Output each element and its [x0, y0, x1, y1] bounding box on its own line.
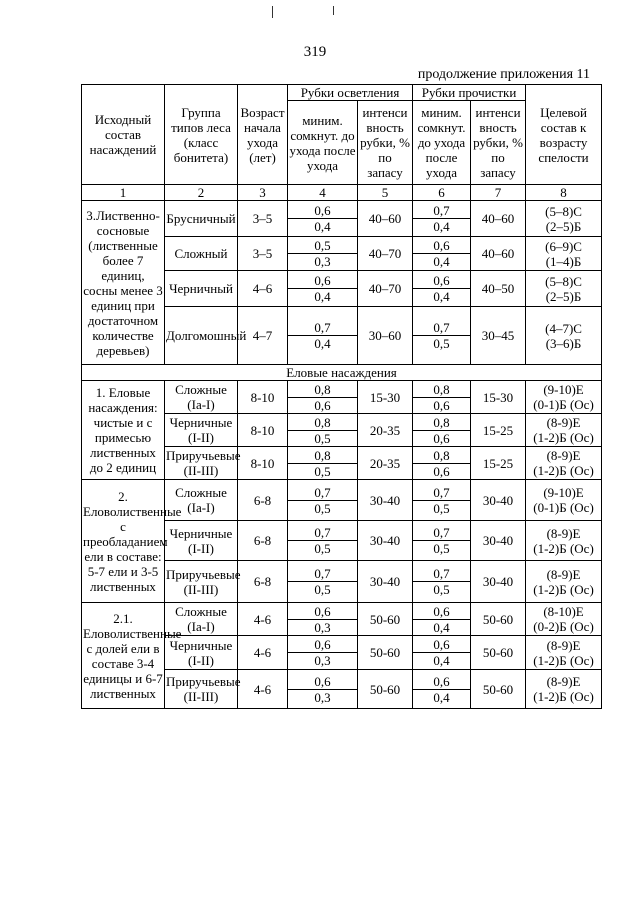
target-primary: (9-10)Е [543, 382, 584, 397]
density-before: 0,7 [413, 203, 470, 219]
target-composition [526, 636, 602, 670]
start-age: 8-10 [238, 381, 288, 414]
density-after: 0,6 [433, 430, 450, 446]
start-age: 4–7 [238, 307, 288, 365]
target-primary: (9-10)Е [543, 485, 584, 500]
target-composition [526, 307, 602, 365]
density-pair [413, 201, 471, 237]
target-composition [526, 271, 602, 307]
intensity-thinning: 40–50 [471, 271, 526, 307]
header-intensity-clearing: интенси вность рубки, % по запасу [358, 101, 413, 185]
forest-type: Черничные (I-II) [165, 521, 238, 561]
density-pair [288, 307, 358, 365]
intensity-thinning: 40–60 [471, 201, 526, 237]
column-number: 8 [526, 185, 602, 201]
density-after: 0,4 [314, 336, 331, 351]
start-age: 4-6 [238, 670, 288, 709]
target-secondary: (1-2)Б (Ос) [533, 430, 594, 445]
density-before: 0,7 [288, 566, 357, 582]
header-thinning: Рубки прочистки [413, 85, 526, 101]
header-forest-type: Группа типов леса (класс бонитета) [165, 85, 238, 185]
density-pair [413, 414, 471, 447]
forest-type: Черничные (I-II) [165, 414, 238, 447]
continuation-label: продолжение приложения 11 [417, 67, 590, 82]
target-secondary: (1-2)Б (Ос) [533, 463, 594, 478]
intensity-clearing: 40–70 [358, 237, 413, 271]
density-after: 0,4 [433, 653, 450, 668]
header-target: Целевой состав к возрасту спелости [526, 85, 602, 185]
intensity-thinning: 15-25 [471, 447, 526, 480]
target-secondary: (0-2)Б (Ос) [533, 619, 594, 634]
target-secondary: (1-2)Б (Ос) [533, 540, 594, 556]
density-pair [288, 201, 358, 237]
density-after: 0,4 [433, 619, 450, 635]
source-composition: 1. Еловые насаждения: чистые и с примесью лиственных до 2 единиц [82, 381, 165, 480]
source-composition: 2.1. Еловолиственные с долей ели в составе 3-4 единицы и 6-7 лиственных [82, 603, 165, 709]
header-intensity-thinning: интенси вность рубки, % по запасу [471, 101, 526, 185]
density-before: 0,6 [413, 273, 470, 289]
density-before: 0,6 [413, 604, 470, 620]
header-density-thinning: миним. сомкнут. до ухода после ухода [413, 101, 471, 185]
target-secondary: (1–4)Б [545, 253, 582, 269]
density-pair [413, 636, 471, 670]
density-after: 0,5 [433, 500, 450, 516]
column-number: 4 [288, 185, 358, 201]
forest-type: Сложные (Ia-I) [165, 480, 238, 521]
density-after: 0,4 [433, 689, 450, 705]
column-number: 6 [413, 185, 471, 201]
density-before: 0,7 [413, 566, 470, 582]
target-composition [526, 447, 602, 480]
target-primary: (5–8)С [545, 273, 582, 289]
target-primary: (8-9)Е [546, 525, 581, 541]
density-after: 0,6 [314, 397, 331, 413]
density-before: 0,6 [288, 674, 357, 690]
intensity-thinning: 15-30 [471, 381, 526, 414]
column-number: 7 [471, 185, 526, 201]
density-before: 0,6 [413, 674, 470, 690]
density-before: 0,7 [288, 320, 357, 336]
header-clearing: Рубки осветления [288, 85, 413, 101]
intensity-clearing: 20-35 [358, 414, 413, 447]
density-before: 0,6 [288, 637, 357, 653]
density-pair [288, 414, 358, 447]
source-composition: 2. Еловолиственные с преобладанием ели в составе: 5-7 ели и 3-5 лиственных [82, 480, 165, 603]
density-after: 0,4 [314, 289, 331, 304]
target-composition [526, 670, 602, 709]
target-secondary: (3–6)Б [545, 335, 582, 351]
forest-type: Сложные (Ia-I) [165, 381, 238, 414]
density-before: 0,8 [288, 415, 357, 431]
density-pair [288, 670, 358, 709]
target-secondary: (1-2)Б (Ос) [533, 581, 594, 597]
intensity-clearing: 15-30 [358, 381, 413, 414]
forest-type: Приручьевые (II-III) [166, 448, 241, 478]
density-before: 0,8 [413, 382, 470, 398]
density-pair [288, 521, 358, 561]
start-age: 6-8 [238, 480, 288, 521]
density-before: 0,6 [288, 604, 357, 620]
intensity-thinning: 50-60 [471, 670, 526, 709]
intensity-thinning: 30–45 [471, 307, 526, 365]
density-pair [288, 480, 358, 521]
intensity-clearing: 30-40 [358, 480, 413, 521]
density-after: 0,3 [314, 254, 331, 269]
density-after: 0,3 [314, 653, 331, 668]
intensity-clearing: 30-40 [358, 521, 413, 561]
target-secondary: (1-2)Б (Ос) [533, 652, 594, 668]
target-primary: (8-9)Е [546, 674, 581, 689]
density-before: 0,8 [413, 448, 470, 464]
table-row [82, 603, 602, 636]
intensity-clearing: 30-40 [358, 561, 413, 603]
start-age: 3–5 [238, 201, 288, 237]
intensity-clearing: 30–60 [358, 307, 413, 365]
density-after: 0,6 [433, 397, 450, 413]
density-before: 0,7 [413, 525, 470, 541]
intensity-thinning: 50-60 [471, 603, 526, 636]
density-before: 0,7 [288, 485, 357, 501]
forest-type: Сложный [165, 237, 238, 271]
density-after: 0,5 [433, 541, 450, 556]
target-secondary: (2–5)Б [545, 218, 582, 234]
column-number: 3 [238, 185, 288, 201]
density-before: 0,8 [413, 415, 470, 431]
density-pair [413, 521, 471, 561]
start-age: 6-8 [238, 521, 288, 561]
scan-mark-right [333, 6, 334, 15]
header-density-clearing: миним. сомкнут. до ухода после ухода [288, 101, 358, 185]
target-primary: (4–7)С [545, 320, 582, 336]
table-row [82, 480, 602, 521]
density-after: 0,6 [433, 463, 450, 479]
target-primary: (8-9)Е [546, 415, 581, 430]
density-pair [288, 447, 358, 480]
density-before: 0,8 [288, 382, 357, 398]
density-pair [413, 603, 471, 636]
column-number: 1 [82, 185, 165, 201]
density-after: 0,5 [314, 430, 331, 446]
target-composition [526, 414, 602, 447]
start-age: 6-8 [238, 561, 288, 603]
target-composition [526, 480, 602, 521]
density-pair [413, 381, 471, 414]
intensity-thinning: 50-60 [471, 636, 526, 670]
density-pair [413, 237, 471, 271]
intensity-clearing: 40–60 [358, 201, 413, 237]
target-composition [526, 521, 602, 561]
density-before: 0,7 [413, 320, 470, 336]
start-age: 8-10 [238, 447, 288, 480]
density-after: 0,4 [314, 219, 331, 234]
density-pair [288, 381, 358, 414]
intensity-clearing: 50-60 [358, 636, 413, 670]
table-row [82, 381, 602, 414]
density-before: 0,6 [288, 203, 357, 219]
density-before: 0,8 [288, 448, 357, 464]
density-after: 0,3 [314, 689, 331, 705]
density-after: 0,3 [314, 619, 331, 635]
intensity-clearing: 50-60 [358, 670, 413, 709]
header-age: Возраст начала ухода (лет) [238, 85, 288, 185]
density-after: 0,4 [433, 289, 450, 304]
density-before: 0,6 [288, 273, 357, 289]
start-age: 4–6 [238, 271, 288, 307]
start-age: 4-6 [238, 636, 288, 670]
density-after: 0,5 [433, 582, 450, 597]
target-secondary: (1-2)Б (Ос) [533, 689, 594, 704]
density-before: 0,5 [288, 238, 357, 254]
forest-type: Черничный [165, 271, 238, 307]
forest-type: Приручьевые (II-III) [165, 670, 238, 709]
forest-type: Приручьевые (II-III) [165, 561, 238, 603]
start-age: 3–5 [238, 237, 288, 271]
column-number: 5 [358, 185, 413, 201]
density-pair [288, 271, 358, 307]
forest-type: Долгомошный [165, 307, 238, 365]
target-primary: (8-9)Е [546, 448, 581, 463]
target-primary: (8-10)Е [543, 604, 584, 619]
intensity-clearing: 20-35 [358, 447, 413, 480]
density-pair [413, 670, 471, 709]
density-before: 0,6 [413, 238, 470, 254]
target-primary: (6–9)С [545, 238, 582, 254]
density-after: 0,5 [314, 541, 331, 556]
intensity-thinning: 15-25 [471, 414, 526, 447]
density-pair [288, 603, 358, 636]
forest-type: Брусничный [165, 201, 238, 237]
target-secondary: (2–5)Б [545, 288, 582, 304]
table-row [82, 201, 602, 237]
target-composition [526, 561, 602, 603]
target-primary: (8-9)Е [546, 637, 581, 653]
intensity-thinning: 30-40 [471, 561, 526, 603]
target-primary: (8-9)Е [546, 566, 581, 582]
forest-type: Сложные (Ia-I) [165, 603, 238, 636]
start-age: 4-6 [238, 603, 288, 636]
target-secondary: (0-1)Б (Ос) [533, 397, 594, 412]
density-pair [288, 636, 358, 670]
scan-mark-left [272, 6, 273, 18]
header-source: Исходный состав насаждений [82, 85, 165, 185]
target-composition [526, 381, 602, 414]
intensity-thinning: 30-40 [471, 480, 526, 521]
intensity-thinning: 40–60 [471, 237, 526, 271]
intensity-thinning: 30-40 [471, 521, 526, 561]
density-pair [413, 447, 471, 480]
density-before: 0,6 [413, 637, 470, 653]
target-composition [526, 237, 602, 271]
forest-table [81, 84, 602, 709]
density-pair [288, 561, 358, 603]
density-pair [413, 271, 471, 307]
source-composition: 3.Лиственно-сосновые (лиственные более 7 единиц, сосны менее 3 единиц при достаточном количестве деревьев) [82, 201, 165, 365]
target-composition [526, 201, 602, 237]
density-pair [413, 307, 471, 365]
forest-type: Черничные (I-II) [165, 636, 238, 670]
intensity-clearing: 50-60 [358, 603, 413, 636]
density-after: 0,5 [314, 582, 331, 597]
density-pair [413, 561, 471, 603]
target-primary: (5–8)С [545, 203, 582, 219]
density-before: 0,7 [288, 525, 357, 541]
target-composition [526, 603, 602, 636]
density-after: 0,5 [433, 336, 450, 351]
density-pair [413, 480, 471, 521]
page-number: 319 [303, 44, 327, 60]
density-pair [288, 237, 358, 271]
target-secondary: (0-1)Б (Ос) [533, 500, 594, 515]
density-after: 0,5 [314, 500, 331, 516]
intensity-clearing: 40–70 [358, 271, 413, 307]
start-age: 8-10 [238, 414, 288, 447]
column-number: 2 [165, 185, 238, 201]
density-after: 0,5 [314, 463, 331, 479]
density-after: 0,4 [433, 254, 450, 269]
density-before: 0,7 [413, 485, 470, 501]
density-after: 0,4 [433, 219, 450, 234]
section-heading: Еловые насаждения [82, 365, 602, 381]
